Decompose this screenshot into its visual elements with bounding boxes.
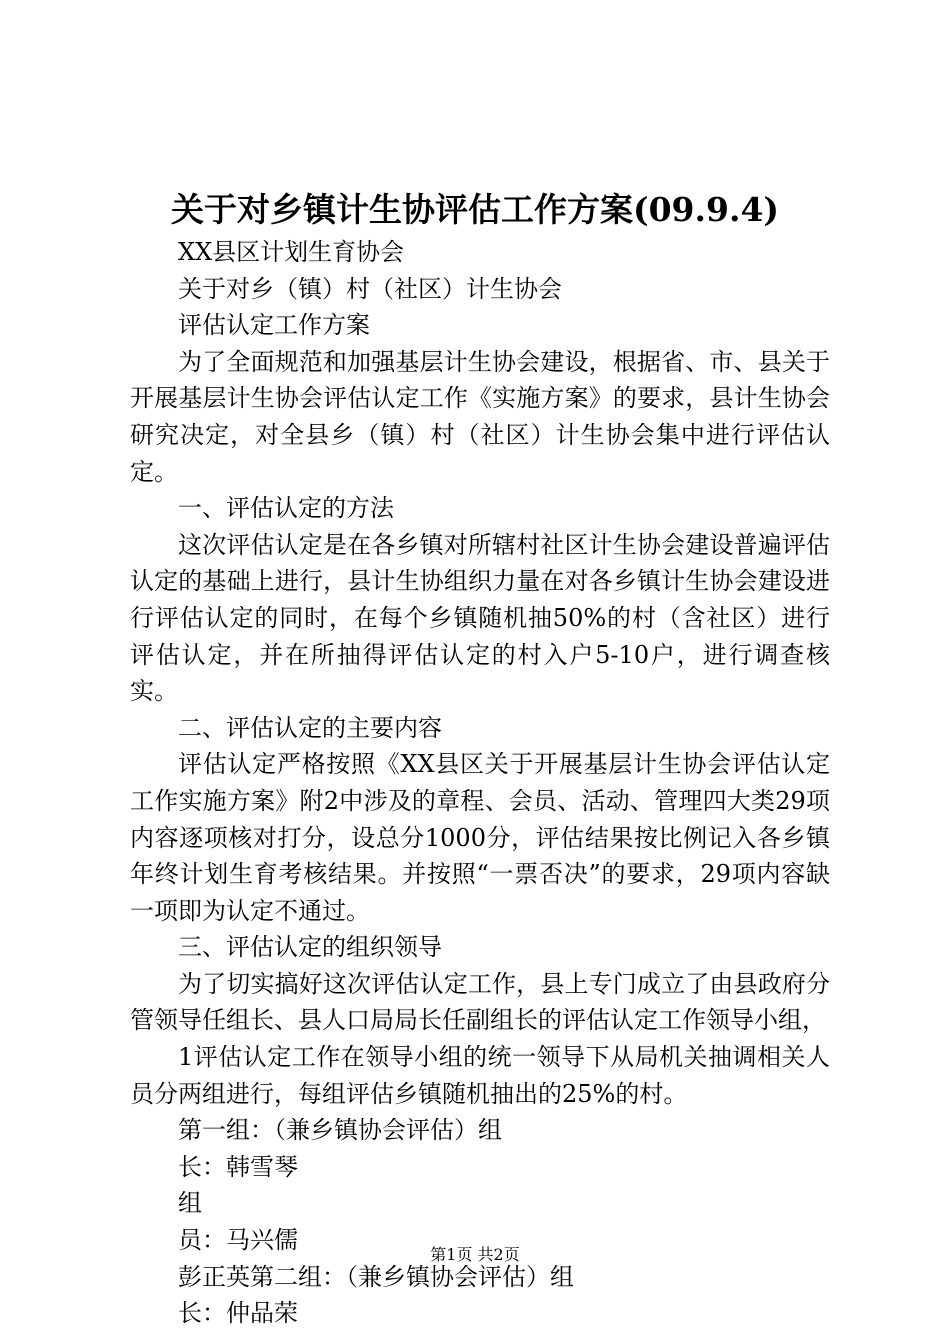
paragraph-method: 这次评估认定是在各乡镇对所辖村社区计生协会建设普遍评估认定的基础上进行，县计生协组织力量在对各乡镇计生协会建设进行评估认定的同时，在每个乡镇随机抽50%的村（含社区）进行评估认定，并在所抽得评估认定的村入户5-10户，进行调查核实。 — [130, 530, 830, 706]
group-line: 第一组：（兼乡镇协会评估）组 — [178, 1116, 502, 1145]
header-line-plan: 评估认定工作方案 — [178, 311, 370, 340]
paragraph-groups: 1评估认定工作在领导小组的统一领导下从局机关抽调相关人员分两组进行，每组评估乡镇随机抽出的25%的村。 — [130, 1043, 830, 1108]
paragraph-content: 评估认定严格按照《XX县区关于开展基层计生协会评估认定工作实施方案》附2中涉及的章程、会员、活动、管理四大类29项内容逐项核对打分，设总分1000分，评估结果按比例记入各乡镇年终计划生育考核结果。并按照“一票否决”的要求，29项内容缺一项即为认定不通过。 — [130, 750, 830, 925]
document-title: 关于对乡镇计生协评估工作方案(09.9.4) — [170, 190, 780, 229]
section-heading-content: 二、评估认定的主要内容 — [178, 713, 442, 742]
group-line: 长：仲品荣 — [178, 1299, 298, 1328]
header-line-subject: 关于对乡（镇）村（社区）计生协会 — [178, 274, 562, 303]
document-body — [130, 234, 830, 1332]
section-heading-organization: 三、评估认定的组织领导 — [178, 933, 442, 962]
group-line: 长：韩雪琴 — [178, 1152, 298, 1181]
page-footer: 第1页 共2页 — [430, 1245, 520, 1264]
paragraph-organization: 为了切实搞好这次评估认定工作，县上专门成立了由县政府分管领导任组长、县人口局局长任副组长的评估认定工作领导小组， — [130, 969, 830, 1035]
group-line: 组 — [178, 1189, 202, 1218]
group-line: 彭正英第二组：（兼乡镇协会评估）组 — [178, 1262, 574, 1291]
group-line: 员：马兴儒 — [178, 1226, 298, 1255]
paragraph-intro: 为了全面规范和加强基层计生协会建设，根据省、市、县关于开展基层计生协会评估认定工作《实施方案》的要求，县计生协会研究决定，对全县乡（镇）村（社区）计生协会集中进行评估认定。 — [130, 347, 830, 486]
section-heading-method: 一、评估认定的方法 — [178, 494, 394, 523]
header-line-association: XX县区计划生育协会 — [178, 238, 405, 266]
